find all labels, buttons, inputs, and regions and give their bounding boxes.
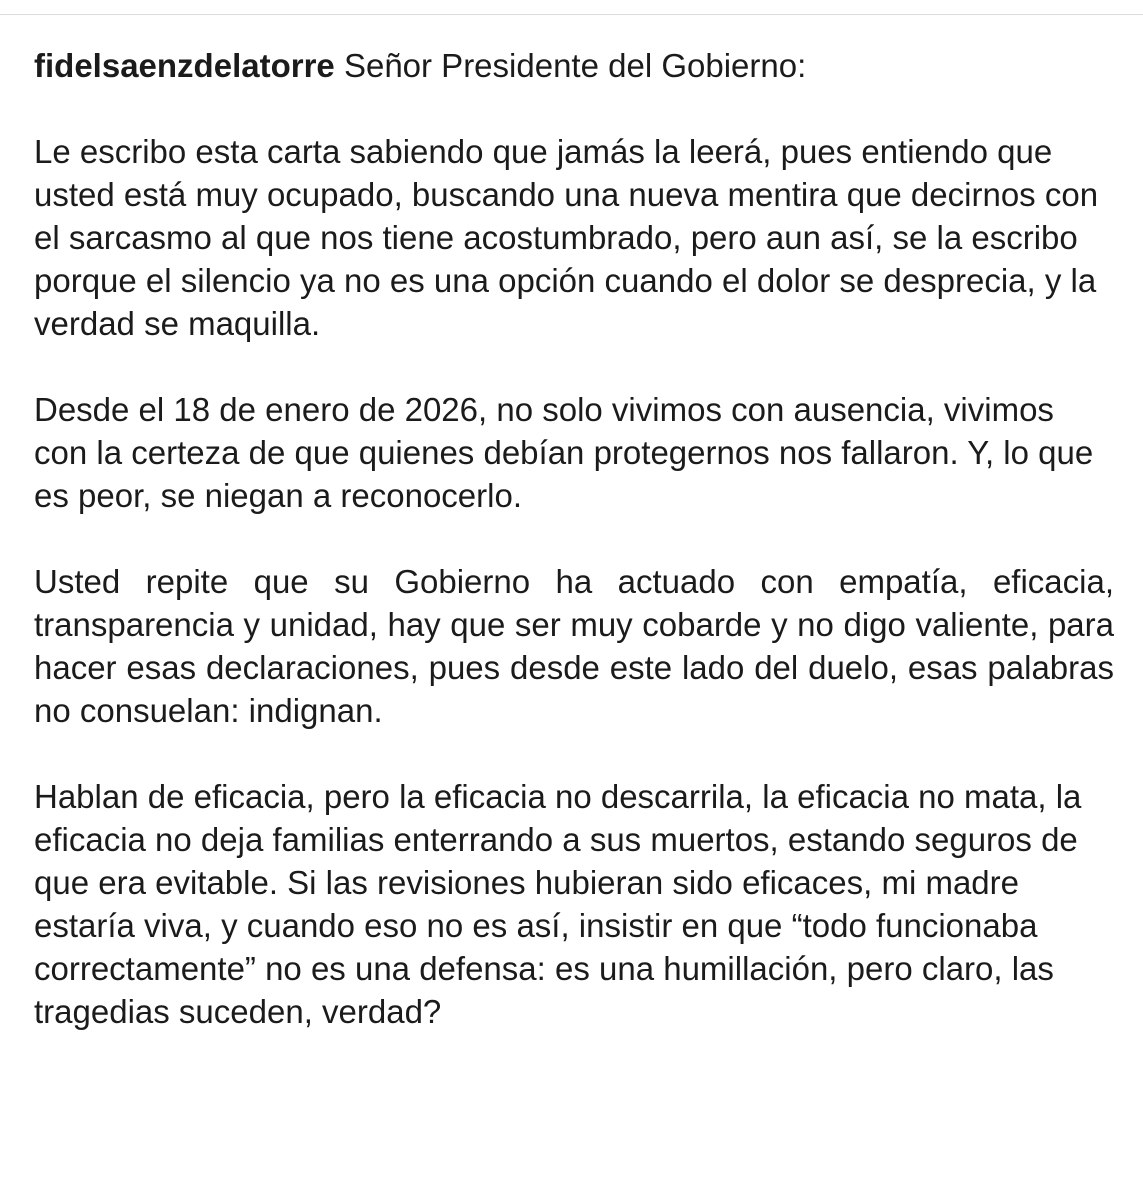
paragraph-4: Hablan de eficacia, pero la eficacia no descarrila, la eficacia no mata, la eficacia no deja familias enterrando a sus muertos, estando seguros de que era evitable. Si las revisiones hubieran sido eficaces, mi madre estaría viva, y cuando eso no es así, insistir en que “todo funcionaba correctamente” no es una defensa: es una humillación, pero claro, las tragedias suceden, verdad? <box>34 778 1082 1030</box>
caption-header <box>34 44 1114 87</box>
post-caption <box>34 44 1114 1076</box>
paragraph-2: Desde el 18 de enero de 2026, no solo vivimos con ausencia, vivimos con la certeza de que quienes debían protegernos nos fallaron. Y, lo que es peor, se niegan a reconocerlo. <box>34 391 1094 514</box>
username-link[interactable]: fidelsaenzdelatorre <box>34 47 335 84</box>
greeting-text: Señor Presidente del Gobierno: <box>334 47 807 84</box>
top-divider <box>0 0 1143 15</box>
paragraph-1: Le escribo esta carta sabiendo que jamás la leerá, pues entiendo que usted está muy ocupado, buscando una nueva mentira que decirnos con el sarcasmo al que nos tiene acostumbrado, pero aun así, se la escribo porque el silencio ya no es una opción cuando el dolor se desprecia, y la verdad se maquilla. <box>34 133 1099 342</box>
paragraph-3: Usted repite que su Gobierno ha actuado con empatía, eficacia, transparencia y unidad, hay que ser muy cobarde y no digo valiente, para hacer esas declaraciones, pues desde este lado del duelo, esas palabras no consuelan: indignan. <box>34 563 1114 729</box>
